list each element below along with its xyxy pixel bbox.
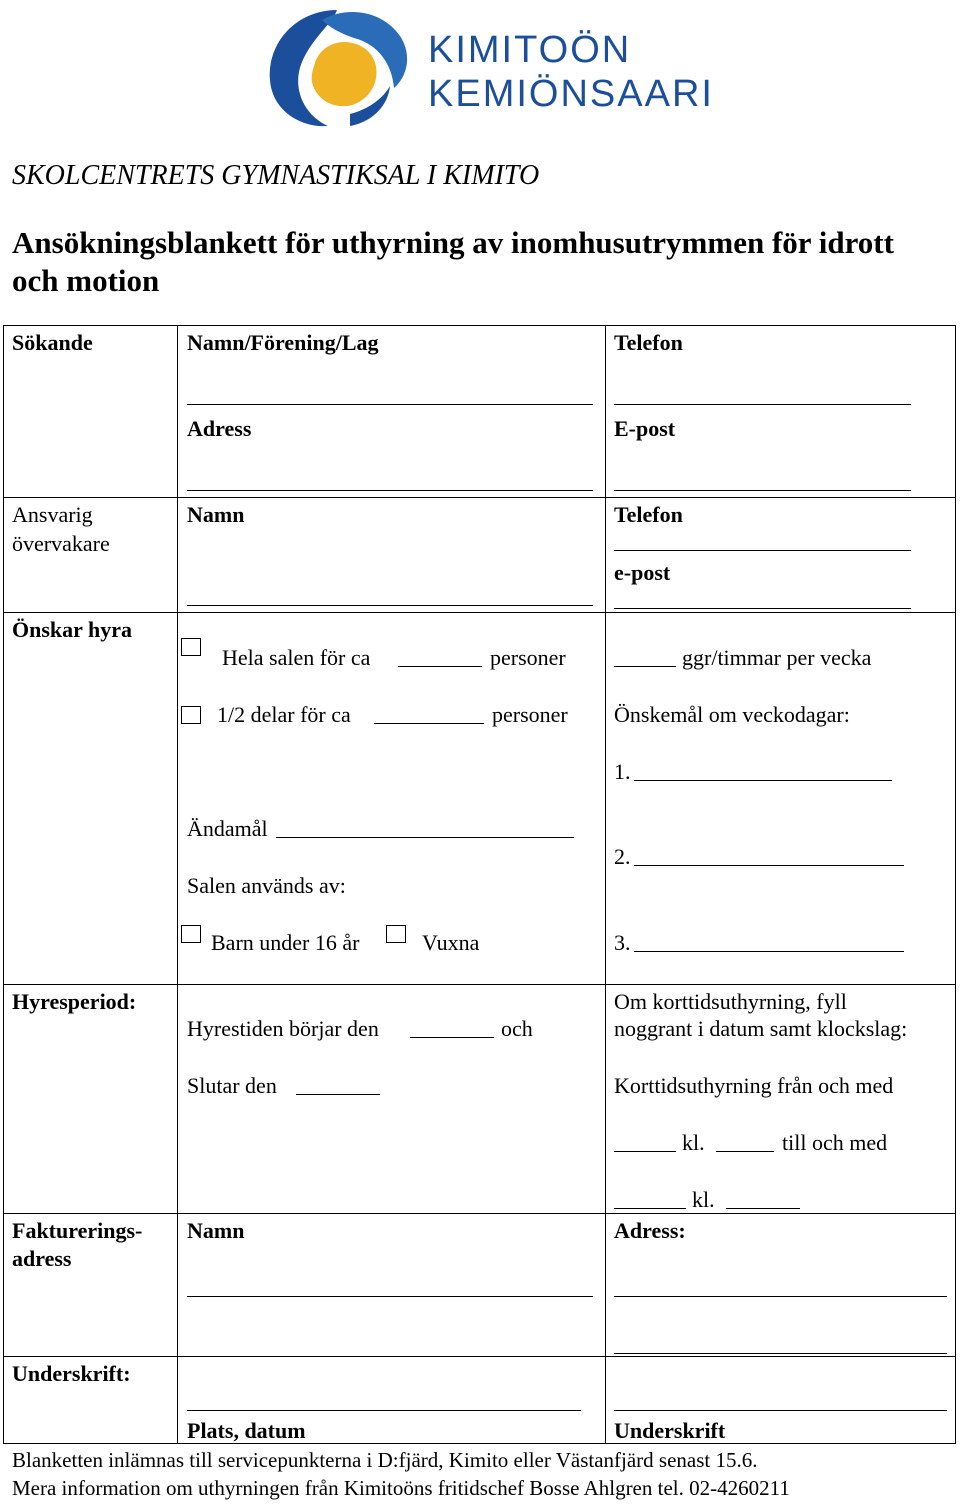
full-hall-persons-label: personer bbox=[490, 645, 566, 670]
table-border-right bbox=[955, 325, 956, 1443]
column-divider bbox=[3, 325, 4, 1443]
adults-checkbox[interactable] bbox=[386, 925, 406, 943]
table-border-top bbox=[3, 325, 956, 326]
short-term-until-label: till och med bbox=[782, 1130, 888, 1155]
short-term-to-date-field[interactable] bbox=[614, 1208, 686, 1209]
times-per-week-field[interactable] bbox=[614, 666, 676, 667]
billing-address-field-2[interactable] bbox=[614, 1353, 947, 1354]
row-label-underskrift: Underskrift: bbox=[12, 1361, 131, 1386]
supervisor-phone-field[interactable] bbox=[614, 550, 911, 551]
purpose-label: Ändamål bbox=[187, 816, 268, 841]
weekday-1-label: 1. bbox=[614, 759, 631, 784]
place-date-label: Plats, datum bbox=[187, 1418, 306, 1443]
period-end-field[interactable] bbox=[296, 1094, 380, 1095]
short-term-from-label: Korttidsuthyrning från och med bbox=[614, 1073, 894, 1098]
half-hall-persons-label: personer bbox=[492, 702, 568, 727]
row-label-ansvarig-1: Ansvarig bbox=[12, 502, 93, 527]
row-label-hyresperiod: Hyresperiod: bbox=[12, 989, 137, 1014]
logo-line-1: KIMITOÖN bbox=[428, 29, 632, 71]
applicant-address-label: Adress bbox=[187, 416, 252, 441]
period-and-label: och bbox=[501, 1016, 533, 1041]
row-label-onskar: Önskar hyra bbox=[12, 617, 133, 642]
short-term-from-time-field[interactable] bbox=[716, 1151, 774, 1152]
short-term-kl-1-label: kl. bbox=[682, 1130, 705, 1155]
billing-name-field[interactable] bbox=[187, 1296, 593, 1297]
applicant-name-field[interactable] bbox=[187, 404, 593, 405]
applicant-email-field[interactable] bbox=[614, 490, 911, 491]
purpose-field[interactable] bbox=[276, 837, 574, 838]
short-term-kl-2-label: kl. bbox=[692, 1187, 715, 1212]
weekday-3-field[interactable] bbox=[634, 951, 904, 952]
applicant-name-label: Namn/Förening/Lag bbox=[187, 330, 379, 355]
place-date-field[interactable] bbox=[187, 1410, 581, 1411]
applicant-phone-label: Telefon bbox=[614, 330, 683, 355]
document-title: Ansökningsblankett för uthyrning av inomhusutrymmen för idrott och motion bbox=[12, 225, 894, 298]
footer-contact-note: Mera information om uthyrningen från Kimitoöns fritidschef Bosse Ahlgren tel. 02-4260211 bbox=[12, 1476, 790, 1500]
half-hall-checkbox[interactable] bbox=[181, 706, 201, 724]
applicant-address-field[interactable] bbox=[187, 490, 593, 491]
column-divider bbox=[177, 325, 178, 1443]
billing-address-label: Adress: bbox=[614, 1218, 686, 1243]
row-divider bbox=[3, 1356, 956, 1357]
applicant-email-label: E-post bbox=[614, 416, 676, 441]
supervisor-email-field[interactable] bbox=[614, 608, 911, 609]
row-divider bbox=[3, 1213, 956, 1214]
signature-field[interactable] bbox=[614, 1410, 947, 1411]
supervisor-email-label: e-post bbox=[614, 560, 671, 585]
supervisor-name-label: Namn bbox=[187, 502, 245, 527]
row-label-fakt-1: Fakturerings- bbox=[12, 1218, 143, 1243]
used-by-label: Salen används av: bbox=[187, 873, 346, 898]
weekday-2-label: 2. bbox=[614, 844, 631, 869]
signature-label: Underskrift bbox=[614, 1418, 726, 1443]
full-hall-persons-field[interactable] bbox=[398, 666, 482, 667]
table-border-bottom bbox=[3, 1443, 956, 1444]
adults-label: Vuxna bbox=[422, 930, 480, 955]
weekday-2-field[interactable] bbox=[634, 865, 904, 866]
short-term-note-1: Om korttidsuthyrning, fyll bbox=[614, 989, 847, 1014]
half-hall-text: 1/2 delar för ca bbox=[217, 702, 351, 727]
supervisor-phone-label: Telefon bbox=[614, 502, 683, 527]
children-checkbox[interactable] bbox=[181, 925, 201, 943]
row-divider bbox=[3, 612, 956, 613]
period-start-text: Hyrestiden börjar den bbox=[187, 1016, 379, 1041]
half-hall-persons-field[interactable] bbox=[374, 723, 484, 724]
period-end-text: Slutar den bbox=[187, 1073, 277, 1098]
weekday-1-field[interactable] bbox=[634, 780, 892, 781]
row-label-sokande: Sökande bbox=[12, 330, 93, 355]
full-hall-checkbox[interactable] bbox=[181, 638, 201, 656]
short-term-note-2: noggrant i datum samt klockslag: bbox=[614, 1016, 908, 1041]
document-heading: SKOLCENTRETS GYMNASTIKSAL I KIMITO bbox=[12, 160, 540, 191]
row-label-ansvarig-2: övervakare bbox=[12, 531, 110, 556]
children-label: Barn under 16 år bbox=[211, 930, 360, 955]
full-hall-text: Hela salen för ca bbox=[222, 645, 371, 670]
billing-address-field-1[interactable] bbox=[614, 1296, 947, 1297]
supervisor-name-field[interactable] bbox=[187, 605, 593, 606]
applicant-phone-field[interactable] bbox=[614, 404, 911, 405]
column-divider bbox=[605, 325, 606, 1443]
logo-line-2: KEMIÖNSAARI bbox=[428, 73, 714, 115]
short-term-to-time-field[interactable] bbox=[726, 1208, 800, 1209]
logo-emblem-icon bbox=[262, 2, 412, 132]
row-divider bbox=[3, 984, 956, 985]
times-per-week-label: ggr/timmar per vecka bbox=[682, 645, 872, 670]
footer-submission-note: Blanketten inlämnas till servicepunkterna i D:fjärd, Kimito eller Västanfjärd senast 15.6. bbox=[12, 1448, 758, 1472]
billing-name-label: Namn bbox=[187, 1218, 245, 1243]
weekday-3-label: 3. bbox=[614, 930, 631, 955]
row-divider bbox=[3, 497, 956, 498]
short-term-from-date-field[interactable] bbox=[614, 1151, 676, 1152]
period-start-field[interactable] bbox=[410, 1037, 494, 1038]
row-label-fakt-2: adress bbox=[12, 1246, 72, 1271]
weekday-wish-label: Önskemål om veckodagar: bbox=[614, 702, 850, 727]
